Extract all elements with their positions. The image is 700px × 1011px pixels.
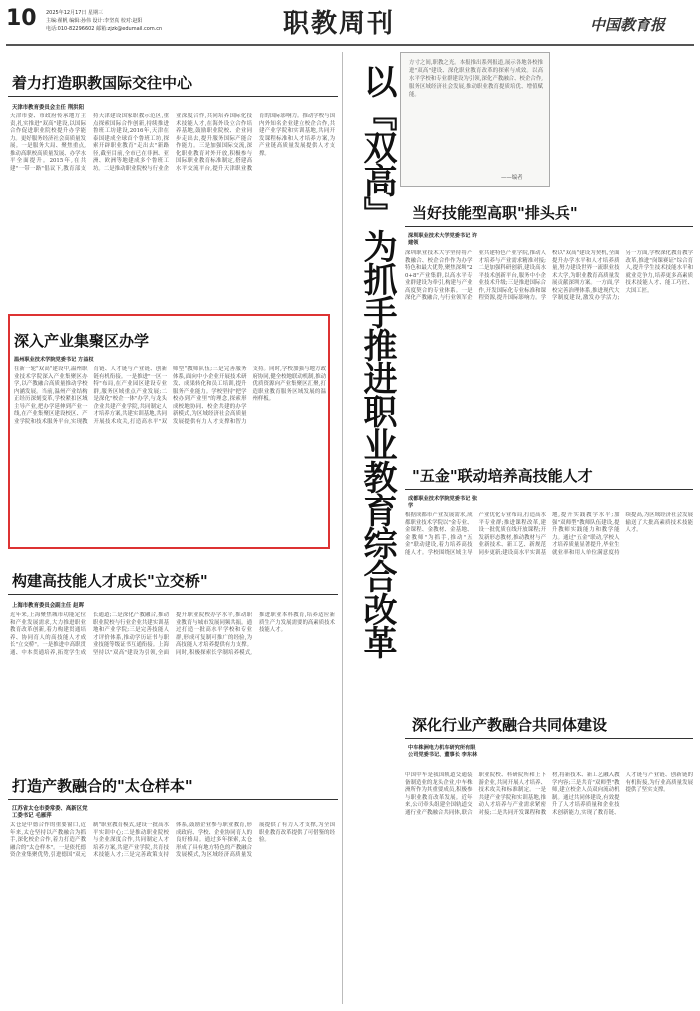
section-title: 职教周刊 bbox=[283, 9, 396, 39]
deepen-headline: 深化行业产教融合共同体建设 bbox=[412, 716, 608, 734]
masthead-rule bbox=[6, 44, 694, 46]
topleft-body: 天津市委、市政府传承地方主责,扎实推进"双高"建设,以国际合作促进职业院校提升办学能力。更好服务经济社会高质量发展。一是服务大局、聚焦重点,推动高职校高质量发展、办学水平全面提升。2015年,在共建"一带一路"倡议下,教育部支持天津建设国家职教示范区,重点探索国际合作创新,持续推进鲁班工坊建设,2016年,天津在泰国建成全球首个鲁班工坊,探索开辟职业教育"走出去"新路径,截至目前,全市已在非洲、亚洲、欧洲等地建成多个鲁班工坊。二是推动职业院校与行业企业深度合作,共同培养国际化技术技能人才,在海外设立合作培养基地,鼓励职业院校、企业同步走出去,提升服务国际产能合作能力。三是加强国际交流,深化职业教育对外开放,积极参与国际职业教育标准制定,搭建高水平交流平台,提升天津职业教育的国际影响力。推动学校与国内外知名企业建立校企合作,共建产业学院和实训基地,共同开发课程标准和人才培养方案,为产业链高质量发展提供人才支撑。 bbox=[10, 113, 335, 172]
deep-body-left: 在新一轮"双高"建设中,温州职业技术学院深入产业集聚区办学,以产教融合高质量推动学校内涵发展。当前,温州产业结构正经历深刻变革,学校紧扣区域主导产业,把办学延伸到产业一线,在产业集聚区建设校区、产业学院和技术服务平台,实现教育链、人才链与产业链、创新链有机衔接。一是推进"一区一特"布局,在产业园区建设专业群,服务区域重点产业发展;二是深化"校企一体"办学,与龙头企业共建产业学院,共同制定人才培养方案,共建实训基地,共同开展技术攻关,打造高水平"双师型"教师队伍;三是完善服务体系,面向中小企业开展技术研发、成果转化和员工培训,提升服务产业能力。学校坚持"把学校办到产业里"的理念,探索形成校地协同、校企共建的办学新模式,为区域经济社会高质量发展提供有力人才支撑和智力支持。同时,学校加强与地方政府协同,健全校地联动机制,推动优质资源向产业集聚区汇聚,打造职业教育服务区域发展的温州样板。 bbox=[14, 366, 326, 425]
tsinghua-headline: 当好技能型高职"排头兵" bbox=[412, 204, 578, 222]
wujin-body: 根据成都市产业发展需求,成都职业技术学院以"金专业、金课程、金教材、金基地、金教师"为抓手,推动"五金"联动建设,着力培养高技能人才。学校围绕区域主导产业优化专业布局,打造高水平专业群;推进课程改革,建设一批优质在线开放课程;开发新形态教材,推动教材与产业新技术、新工艺、新规范同步更新;建设高水平实训基地,提升实践教学水平;加强"双师型"教师队伍建设,提升教师实践能力和教学能力。通过"五金"联动,学校人才培养质量显著提升,毕业生就业率和用人单位满意度持续提高,为区域经济社会发展输送了大批高素质技术技能人才。 bbox=[405, 512, 693, 556]
topleft-byline: 天津市教育委员会主任 荆洪阳 bbox=[12, 105, 84, 111]
column-divider bbox=[342, 52, 343, 1004]
talent-byline: 上海市教育委员会副主任 赵晖 bbox=[12, 603, 84, 609]
paper-name: 中国教育报 bbox=[590, 16, 666, 34]
editor-line: 主编:翟帆 编辑:孙伟 设计:李坚真 校对:赵阳 bbox=[46, 18, 143, 24]
wujin-byline: 成都职业技术学院党委书记 张学 bbox=[408, 496, 478, 509]
tsinghua-body: 深圳职业技术大学坚持将产教融合、校企合作作为办学特色和最大优势,聚焦深圳"20+8"产业集群,以高水平专业群建设为牵引,构建与产业高度契合的专业体系。一是深化产教融合,与行业领军企业共建特色产业学院,推动人才培养与产业需求精准对接;二是加强科研创新,建设高水平技术创新平台,服务中小企业技术升级;三是推进国际合作,开发国际化专业标准和课程资源,提升国际影响力。学校以"双高"建设为契机,全面提升办学水平和人才培养质量,努力建设世界一流职业技术大学,为职业教育高质量发展贡献深圳方案。一方面,学校完善治理体系,推进现代大学制度建设,激发办学活力;另一方面,学校深化教育教学改革,推进"岗课赛证"综合育人,提升学生技术技能水平和就业竞争力,培养更多高素质技术技能人才、能工巧匠、大国工匠。 bbox=[405, 250, 693, 301]
talent-headline: 构建高技能人才成长"立交桥" bbox=[12, 572, 208, 590]
phone-line: 电话:010-82296602 邮箱:zjzk@edumail.com.cn bbox=[46, 26, 163, 32]
masthead bbox=[0, 0, 700, 46]
taicang-byline: 江苏省太仓市委常委、高新区党工委书记 毛雁萍 bbox=[12, 806, 88, 819]
wujin-headline: "五金"联动培养高技能人才 bbox=[412, 467, 593, 485]
tsinghua-byline: 深圳职业技术大学党委书记 许建领 bbox=[408, 233, 478, 246]
topleft-rule bbox=[8, 96, 338, 97]
taicang-body: 太仓是中德合作的重要窗口,近年来,太仓坚持以产教融合为抓手,深化校企合作,着力打造产教融合的"太仓样本"。一是依托德资企业集聚优势,引进德国"双元制"职业教育模式,建设一批高水平实训中心;二是推动职业院校与企业深度合作,共同制定人才培养方案,共建产业学院,共育技术技能人才;三是完善政策支持体系,鼓励企业参与职业教育,形成政府、学校、企业协同育人的良好格局。通过多年探索,太仓形成了具有地方特色的产教融合发展模式,为区域经济高质量发展提供了有力人才支撑,为全国职业教育改革提供了可借鉴的经验。 bbox=[10, 822, 335, 858]
talent-body: 近年来,上海聚焦城市功能定位和产业发展需求,大力推进职业教育改革创新,着力构建贯通培养、协同育人的高技能人才成长"立交桥"。一是推进中高职贯通、中本贯通培养,拓宽学生成长通道;二是深化产教融合,推动职业院校与行业企业共建实训基地和产业学院;三是完善技能人才评价体系,推动学历证书与职业技能等级证书互通衔接。上海坚持以"双高"建设为引领,全面提升职业院校办学水平,推动职业教育与城市发展同频共振。通过打造一批高水平学校和专业群,形成可复制可推广的经验,为高技能人才培养提供有力支撑。同时,积极探索长学制培养模式,推进职业本科教育,培养适应新质生产力发展需要的高素质技术技能人才。 bbox=[10, 612, 335, 656]
date-line: 2025年12月17日 星期三 bbox=[46, 10, 104, 16]
deepen-rule bbox=[405, 738, 693, 739]
deepen-body: 中国中车是我国轨道交通装备制造业的龙头企业,中车株洲所作为其重要成员,积极参与职业教育改革发展。近年来,公司牵头组建全国轨道交通行业产教融合共同体,联合职业院校、科研院所和上下游企业,共同开展人才培养、技术攻关和标准制定。一是共建产业学院和实训基地,推动人才培养与产业需求紧密对接;二是共同开发课程和教材,将新技术、新工艺融入教学内容;三是共育"双师型"教师,建立校企人员双向流动机制。通过共同体建设,有效提升了人才培养质量和企业技术创新能力,实现了教育链、人才链与产业链、创新链的有机衔接,为行业高质量发展提供了坚实支撑。 bbox=[405, 772, 693, 816]
deepen-byline: 中车株洲电力机车研究所有限公司党委书记、董事长 李东林 bbox=[408, 745, 478, 758]
center-headline: 以『双高』为抓手推进职业教育综合改革 bbox=[357, 64, 397, 658]
editor-box bbox=[400, 52, 550, 187]
deep-byline: 温州职业技术学院党委书记 方益权 bbox=[14, 357, 94, 363]
talent-rule bbox=[8, 594, 338, 595]
topleft-headline: 着力打造职教国际交往中心 bbox=[12, 74, 193, 92]
editor-box-signature: ——编者 bbox=[501, 175, 523, 181]
wujin-rule bbox=[405, 489, 693, 490]
editor-box-text: 方寸之间,职教之光。本报推出系列报道,展示各地各校推进"双高"建设、深化职业教育改革的探索与成效。以高水平学校和专业群建设为引领,深化产教融合、校企合作,服务区域经济社会发展,推动职业教育提质培优、增值赋能。 bbox=[409, 60, 543, 98]
taicang-headline: 打造产教融合的"太仓样本" bbox=[12, 777, 193, 795]
taicang-rule bbox=[8, 799, 338, 800]
tsinghua-rule bbox=[405, 226, 693, 227]
page-number: 10 bbox=[6, 6, 37, 31]
deep-headline: 深入产业集聚区办学 bbox=[14, 332, 150, 350]
